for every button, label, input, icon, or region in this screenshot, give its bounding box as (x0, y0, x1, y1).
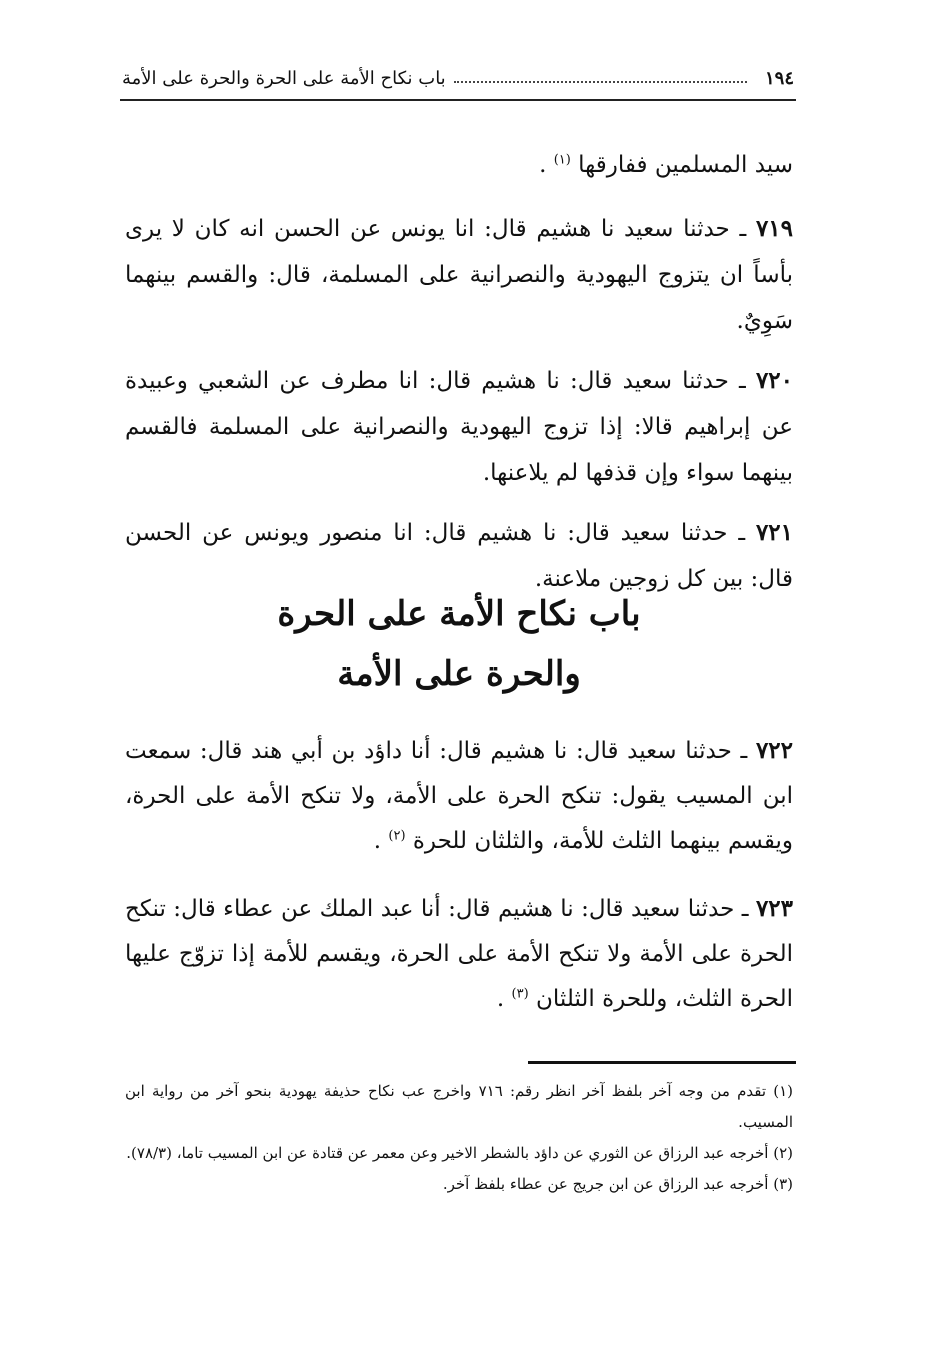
dotted-leader (454, 81, 747, 83)
hadith-end: . (496, 986, 505, 1012)
footnote-text: أخرجه عبد الرزاق عن الثوري عن داؤد بالشطر الاخير وعن معمر عن قتادة عن ابن المسيب تاما، (٧٨/٣). (126, 1144, 769, 1162)
hadith-text: ـ حدثنا سعيد قال: نا هشيم قال: أنا عبد الملك عن عطاء قال: تنكح الحرة على الأمة ولا تنكح الأمة على الحرة، ويقسم للأمة إذا تزوّج عليها الحرة الثلث، وللحرة الثلثان (125, 896, 793, 1012)
footnote-ref-3[interactable]: (٣) (511, 986, 529, 1002)
hadith-number: ٧١٩ (755, 215, 794, 242)
footnote-mark: (٢) (773, 1144, 793, 1162)
footnote-text: تقدم من وجه آخر بلفظ آخر انظر رقم: ٧١٦ واخرج عب نكاح حذيفة يهودية بنحو آخر من رواية ابن المسيب. (125, 1082, 793, 1131)
hadith-text: ـ حدثنا سعيد قال: نا هشيم قال: انا منصور ويونس عن الحسن قال: بين كل زوجين ملاعنة. (125, 520, 793, 592)
hadith-number: ٧٢٢ (755, 737, 794, 764)
footnote-rule (528, 1061, 796, 1064)
footnote-1 (125, 1076, 793, 1138)
page-number: ١٩٤ (764, 67, 794, 89)
running-title: باب نكاح الأمة على الحرة والحرة على الأمة (122, 67, 446, 89)
footnote-text: أخرجه عبد الرزاق عن ابن جريج عن عطاء بلفظ آخر. (442, 1175, 769, 1193)
footnote-mark: (١) (773, 1082, 793, 1100)
footnote-3 (125, 1169, 793, 1200)
hadith-number: ٧٢٠ (755, 367, 793, 394)
hadith-719 (125, 206, 793, 344)
footnote-ref-2[interactable]: (٢) (388, 828, 406, 844)
chapter-title-line-1: باب نكاح الأمة على الحرة (277, 594, 641, 634)
header-rule (120, 99, 796, 101)
footnote-ref-1[interactable]: (١) (553, 152, 571, 168)
footnote-2 (125, 1138, 793, 1169)
footnote-mark: (٣) (773, 1175, 793, 1193)
hadith-end: . (373, 828, 382, 854)
hadith-text: ـ حدثنا سعيد قال: نا هشيم قال: انا مطرف عن الشعبي وعبيدة عن إبراهيم قالا: إذا تزوج اليهودية والنصرانية على المسلمة فالقسم بينهما سواء وإن قذفها لم يلاعنها. (125, 368, 793, 486)
hadith-number: ٧٢١ (755, 519, 794, 546)
hadith-text: ـ حدثنا سعيد قال: نا هشيم قال: أنا داؤد بن أبي هند قال: سمعت ابن المسيب يقول: تنكح الحرة على الأمة، ولا تنكح الأمة على الحرة، ويقسم بينهما الثلث للأمة، والثلثان للحرة (125, 738, 793, 854)
chapter-title (125, 584, 793, 704)
hadith-722 (125, 728, 793, 864)
running-header (122, 60, 794, 96)
footnotes (125, 1076, 793, 1200)
intro-text: سيد المسلمين ففارقها (578, 152, 793, 178)
intro-end: . (539, 152, 547, 178)
intro-line (125, 142, 793, 188)
text-block-top (125, 142, 793, 616)
hadith-number: ٧٢٣ (755, 895, 794, 922)
hadith-720 (125, 358, 793, 496)
hadith-723 (125, 886, 793, 1022)
chapter-title-line-2: والحرة على الأمة (337, 654, 581, 694)
hadith-text: ـ حدثنا سعيد نا هشيم قال: انا يونس عن الحسن انه كان لا يرى بأساً ان يتزوج اليهودية والنصرانية على المسلمة، قال: والقسم بينهما سَوِيٌ. (125, 216, 793, 334)
text-block-bottom (125, 728, 793, 1044)
